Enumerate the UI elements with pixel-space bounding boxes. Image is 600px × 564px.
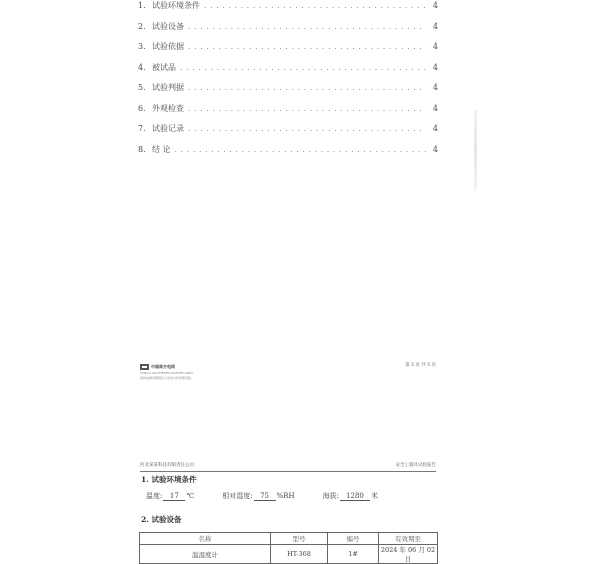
table-cell: 2024 年 06 月 02 日 [379,545,438,564]
toc-row[interactable] [138,103,438,124]
column-header: 编号 [328,533,379,545]
toc-leader [204,1,426,10]
temperature-value: 17 [163,492,185,501]
toc-title: 试验判据 [152,83,184,92]
toc-title: 试验依据 [152,42,184,51]
company-logo [140,364,175,370]
altitude-value: 1280 [340,492,370,501]
logo-text: 中国南方电网 [151,364,175,369]
temperature-label: 温度: [146,492,163,500]
toc-row[interactable] [138,82,438,103]
footer-subline: 贵州电网有限责任公司电力科学研究院 [140,376,192,380]
section-heading: 2. 试验设备 [141,515,182,524]
table-of-contents [138,0,438,164]
toc-leader [180,63,426,72]
toc-page: 4 [432,144,438,154]
toc-page: 4 [432,1,438,10]
toc-row[interactable] [138,144,438,165]
section-heading: 1. 试验环境条件 [141,475,197,484]
toc-leader [188,42,426,51]
page-header [140,461,436,472]
humidity-label: 相对湿度: [222,492,253,500]
toc-title: 试验环境条件 [152,1,200,10]
toc-number: 1. [138,1,146,10]
toc-page: 4 [432,21,438,31]
column-header: 有效期至 [379,533,438,545]
table-header-row [140,533,438,545]
toc-title: 结 论 [152,144,171,154]
table-cell: 温湿度计 [140,545,271,564]
altitude-label: 海拔: [322,492,339,500]
footer-subline: CHINA SOUTHERN POWER GRID [140,371,193,375]
toc-page: 4 [432,124,438,133]
humidity-unit: %RH [276,492,295,500]
page-indicator: 第 3 页 共 5 页 [405,363,436,368]
altitude-unit: 米 [370,492,378,500]
toc-leader [188,124,426,133]
page-break [0,400,600,401]
toc-number: 5. [138,83,146,92]
toc-leader [188,104,426,113]
toc-page: 4 [432,103,438,113]
column-header: 型号 [271,533,328,545]
toc-leader [188,83,426,92]
toc-page: 4 [432,62,438,72]
environment-conditions [146,491,436,501]
toc-row[interactable] [138,62,438,83]
scan-artifact [474,110,477,190]
toc-number: 4. [138,62,146,72]
toc-row[interactable] [138,0,438,21]
toc-page: 4 [432,83,438,92]
toc-number: 3. [138,42,146,51]
table-cell: HT-368 [271,545,328,564]
toc-row[interactable] [138,123,438,144]
toc-row[interactable] [138,41,438,62]
toc-number: 8. [138,144,146,154]
toc-page: 4 [432,42,438,51]
toc-title: 外观检查 [152,103,184,113]
toc-row[interactable] [138,21,438,42]
toc-number: 7. [138,124,146,133]
toc-leader [175,145,426,154]
toc-title: 被试品 [152,62,176,72]
toc-number: 2. [138,21,146,31]
table-cell: 1# [328,545,379,564]
page-footer [140,360,436,390]
humidity [222,491,294,501]
toc-title: 试验设备 [152,21,184,31]
header-report-title: 安全工器具试验报告 [395,463,436,468]
temperature-unit: ℃ [186,492,195,500]
temperature [146,491,194,501]
header-company: 河北某某科技有限责任公司 [140,463,194,468]
column-header: 名称 [140,533,271,545]
humidity-value: 75 [254,492,276,501]
altitude [323,491,378,501]
toc-leader [188,22,426,31]
toc-number: 6. [138,103,146,113]
logo-icon [140,364,149,370]
toc-title: 试验记录 [152,124,184,133]
equipment-table [139,532,438,564]
